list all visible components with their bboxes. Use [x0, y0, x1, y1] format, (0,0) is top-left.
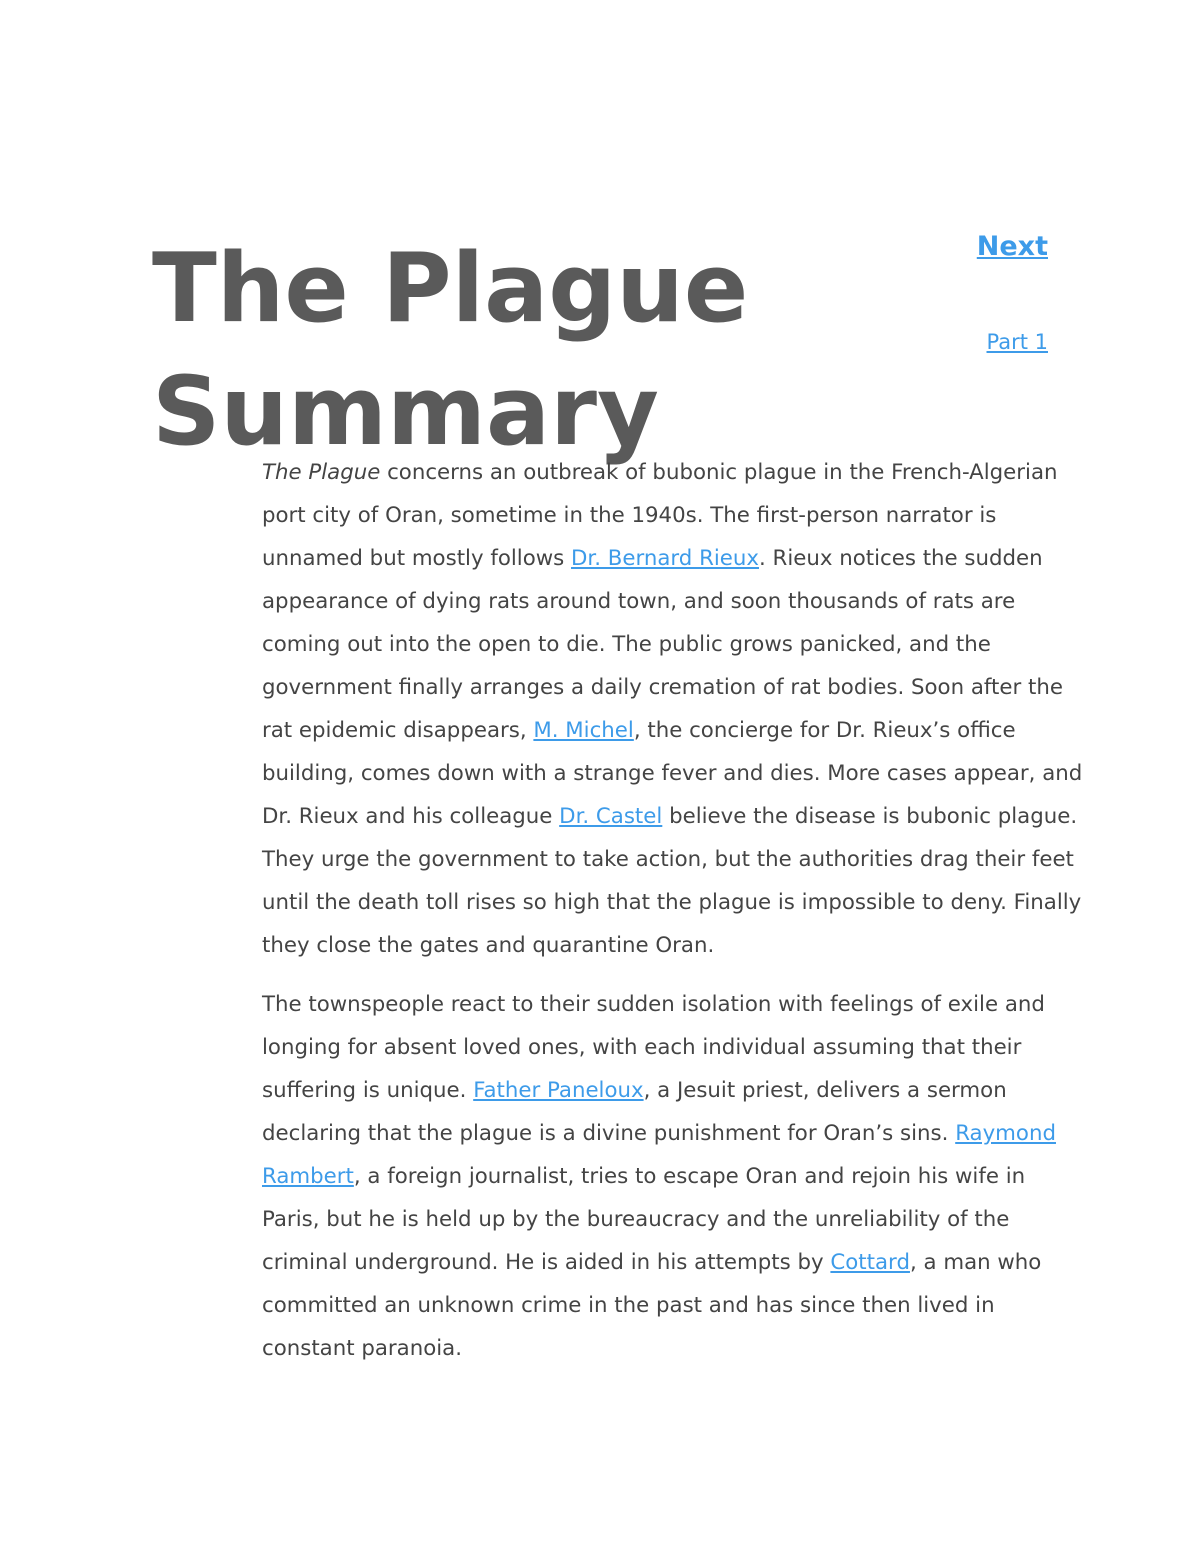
paragraph-2-text-3: , a foreign journalist, tries to escape Oran and rejoin his wife in Paris, but he is held up by the bureaucracy and the unreliability of the criminal underground. He is aided in his attempts by: [262, 1164, 1026, 1275]
page-title-line-2: Summary: [152, 357, 659, 467]
paragraph-1-text-2: . Rieux notices the sudden appearance of dying rats around town, and soon thousands of rats are coming out into the open to die. The public grows panicked, and the government finally arranges a daily cremation of rat bodies. Soon after the rat epidemic disappears,: [262, 546, 1063, 743]
character-link-dr-castel[interactable]: Dr. Castel: [559, 804, 663, 829]
character-link-father-paneloux[interactable]: Father Paneloux: [473, 1078, 644, 1103]
paragraph-1-text-1: concerns an outbreak of bubonic plague in the French-Algerian port city of Oran, sometime in the 1940s. The first-person narrator is unnamed but mostly follows: [262, 460, 1058, 571]
character-link-bernard-rieux[interactable]: Dr. Bernard Rieux: [571, 546, 759, 571]
paragraph-1-text-4: believe the disease is bubonic plague. They urge the government to take action, but the authorities drag their feet until the death toll rises so high that the plague is impossible to deny. Finally they close the gates and quarantine Oran.: [262, 804, 1082, 958]
paragraph-2-text-1: The townspeople react to their sudden isolation with feelings of exile and longing for absent loved ones, with each individual assuming that their suffering is unique.: [262, 992, 1045, 1103]
paragraph-2-text-2: , a Jesuit priest, delivers a sermon declaring that the plague is a divine punishment for Oran’s sins.: [262, 1078, 1007, 1146]
summary-paragraph-2: [262, 983, 1084, 1370]
character-link-cottard[interactable]: Cottard: [830, 1250, 910, 1275]
book-title-italic: The Plague: [262, 460, 381, 485]
summary-body: [262, 451, 1084, 1386]
page-title: [152, 228, 932, 474]
paragraph-2-text-4: , a man who committed an unknown crime in the past and has since then lived in constant paranoia.: [262, 1250, 1042, 1361]
summary-paragraph-1: [262, 451, 1084, 967]
character-link-raymond-rambert[interactable]: Raymond Rambert: [262, 1121, 1056, 1189]
paragraph-1-text-3: , the concierge for Dr. Rieux’s office building, comes down with a strange fever and dies. More cases appear, and Dr. Rieux and his colleague: [262, 718, 1083, 829]
page-title-line-1: The Plague: [152, 234, 749, 344]
part-1-link[interactable]: Part 1: [986, 330, 1048, 354]
character-link-m-michel[interactable]: M. Michel: [533, 718, 634, 743]
next-link[interactable]: Next: [976, 231, 1048, 262]
